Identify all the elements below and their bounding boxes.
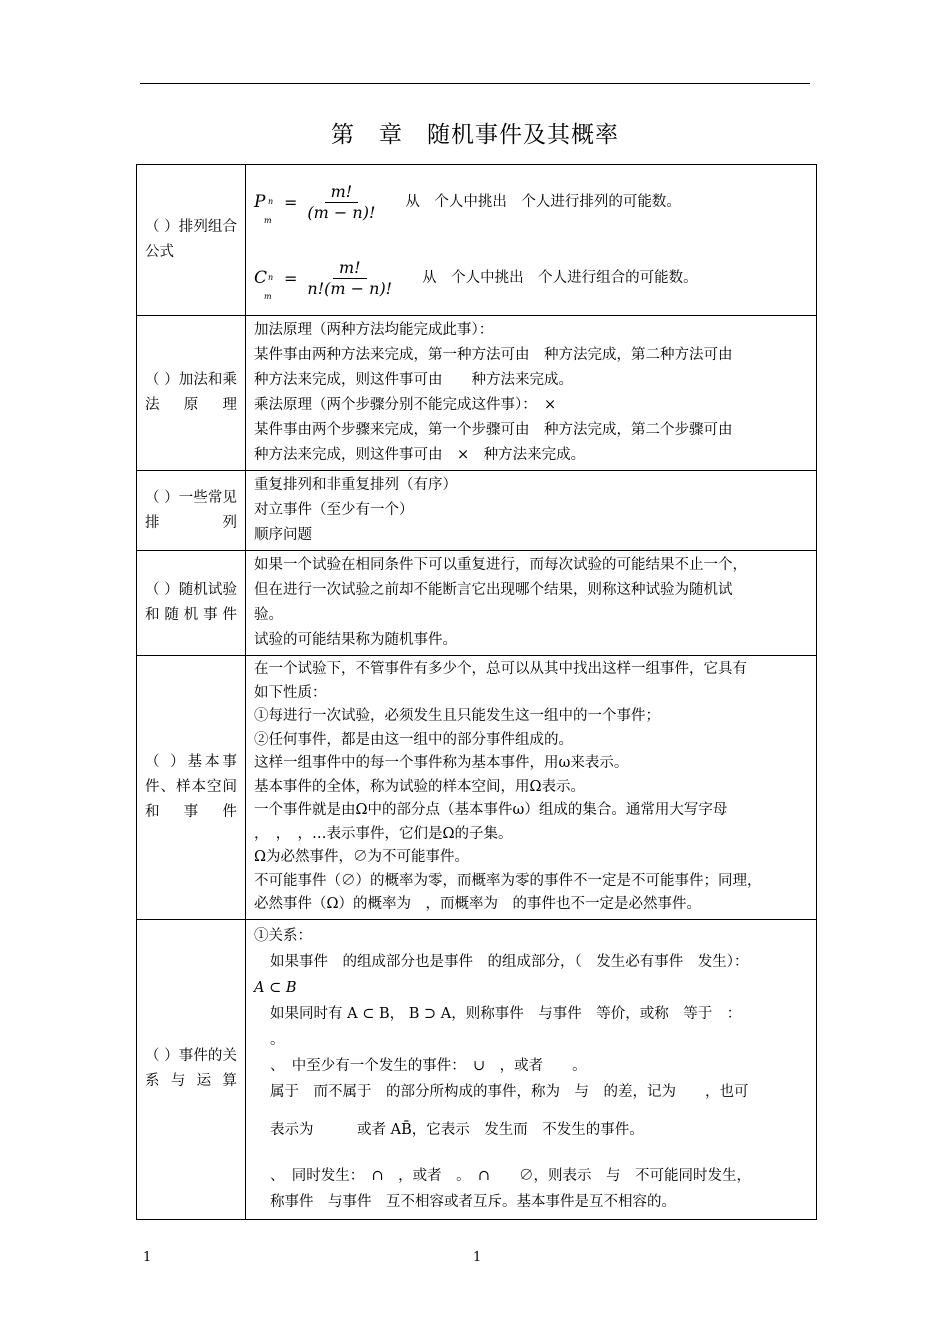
row-label: （ ）一些常见排列: [137, 471, 246, 551]
table-row: [137, 471, 817, 551]
row-label: （ ）基本事件、样本空间和事件: [137, 656, 246, 920]
text-line: A ⊂ B: [254, 980, 297, 996]
table-row: [137, 316, 817, 471]
text-line: 基本事件的全体，称为试验的样本空间，用Ω表示。: [254, 778, 586, 795]
text-line: 一个事件就是由Ω中的部分点（基本事件ω）组成的集合。通常用大写字母: [254, 802, 728, 818]
text-line: 对立事件（至少有一个）: [254, 502, 414, 518]
text-line: 如果一个试验在相同条件下可以重复进行，而每次试验的可能结果不止一个，: [254, 557, 747, 573]
text-line: 试验的可能结果称为随机事件。: [254, 632, 457, 648]
row-content: [246, 551, 817, 656]
row-content: [246, 165, 817, 316]
text-line: 但在进行一次试验之前却不能断言它出现哪个结果，则称这种试验为随机试: [254, 582, 733, 598]
text-line: 、 同时发生： ∩ ，或者 。 ∩ ∅，则表示 与 不可能同时发生，: [270, 1168, 752, 1184]
table-row: [137, 656, 817, 920]
text-line: 顺序问题: [254, 527, 312, 543]
page-title: 第 章 随机事件及其概率: [331, 122, 619, 148]
content-table: [136, 164, 817, 1220]
text-line: 。: [270, 1032, 285, 1048]
fraction: $\frac{m!}{n!(m - n)!}$: [307, 257, 393, 298]
permutation-formula: P n m = $\frac{m!}{(m - n)!}$ 从 个人中挑出 个人进行排列的可能数。: [254, 181, 681, 225]
text-line: 乘法原理（两个步骤分别不能完成这件事）： ×: [254, 397, 557, 413]
row-content: [246, 471, 817, 551]
header-rule: [140, 83, 810, 84]
page-number-center: 1: [473, 1250, 482, 1265]
formula-description: 从 个人中挑出 个人进行排列的可能数。: [405, 193, 681, 210]
text-line: 称事件 与事件 互不相容或者互斥。基本事件是互不相容的。: [270, 1194, 676, 1210]
text-line: 必然事件（Ω）的概率为 ，而概率为 的事件也不一定是必然事件。: [254, 896, 702, 912]
table-row: [137, 919, 817, 1219]
page-number-left: 1: [143, 1250, 152, 1265]
text-line: 某件事由两种方法来完成，第一种方法可由 种方法完成，第二种方法可由: [254, 347, 733, 363]
formula-description: 从 个人中挑出 个人进行组合的可能数。: [422, 269, 698, 286]
row-content: [246, 919, 817, 1219]
text-line: Ω为必然事件，∅为不可能事件。: [254, 849, 470, 865]
row-label: （ ）加法和乘法原理: [137, 316, 246, 471]
text-line: 属于 而不属于 的部分所构成的事件，称为 与 的差，记为 ，也可: [270, 1084, 749, 1100]
row-label: （ ）事件的关系与运算: [137, 919, 246, 1219]
text-line: 这样一组事件中的每一个事件称为基本事件，用ω来表示。: [254, 755, 629, 771]
row-content: [246, 316, 817, 471]
text-line: 如果事件 的组成部分也是事件 的组成部分，（ 发生必有事件 发生）：: [270, 954, 749, 970]
text-line: 不可能事件（∅）的概率为零，而概率为零的事件不一定是不可能事件；同理，: [254, 872, 762, 889]
text-line: 种方法来完成，则这件事可由 种方法来完成。: [254, 372, 573, 388]
row-content: [246, 656, 817, 920]
text-line: 重复排列和非重复排列（有序）: [254, 477, 457, 493]
text-line: 、 中至少有一个发生的事件： ∪ ，或者 。: [270, 1058, 587, 1074]
formula-symbol: P n m: [254, 191, 274, 225]
combination-formula: C n m = $\frac{m!}{n!(m - n)!}$ 从 个人中挑出 个人进行组合的可能数。: [254, 257, 698, 301]
text-line: 加法原理（两种方法均能完成此事）：: [254, 322, 494, 338]
text-line: 种方法来完成，则这件事可由 × 种方法来完成。: [254, 447, 586, 463]
text-line: 如果同时有 A ⊂ B， B ⊃ A，则称事件 与事件 等价，或称 等于 ：: [270, 1006, 742, 1022]
fraction: $\frac{m!}{(m - n)!}$: [307, 181, 376, 222]
text-line: ①每进行一次试验，必须发生且只能发生这一组中的一个事件；: [254, 708, 660, 724]
row-label: （ ）排列组合公式: [137, 165, 246, 316]
text-line: 某件事由两个步骤来完成，第一个步骤可由 种方法完成，第二个步骤可由: [254, 422, 733, 438]
text-line: 表示为 或者 AB̄，它表示 发生而 不发生的事件。: [270, 1122, 644, 1138]
text-line: 验。: [254, 607, 283, 623]
text-line: 在一个试验下，不管事件有多少个，总可以从其中找出这样一组事件，它具有: [254, 661, 747, 677]
formula-symbol: C n m: [254, 267, 274, 301]
text-line: ②任何事件，都是由这一组中的部分事件组成的。: [254, 731, 573, 748]
row-label: （ ）随机试验和随机事件: [137, 551, 246, 656]
text-line: 如下性质：: [254, 684, 327, 701]
table-row: [137, 551, 817, 656]
table-row: [137, 165, 817, 316]
text-line: ①关系：: [254, 928, 312, 944]
text-line: ， ， ，…表示事件，它们是Ω的子集。: [254, 825, 513, 842]
